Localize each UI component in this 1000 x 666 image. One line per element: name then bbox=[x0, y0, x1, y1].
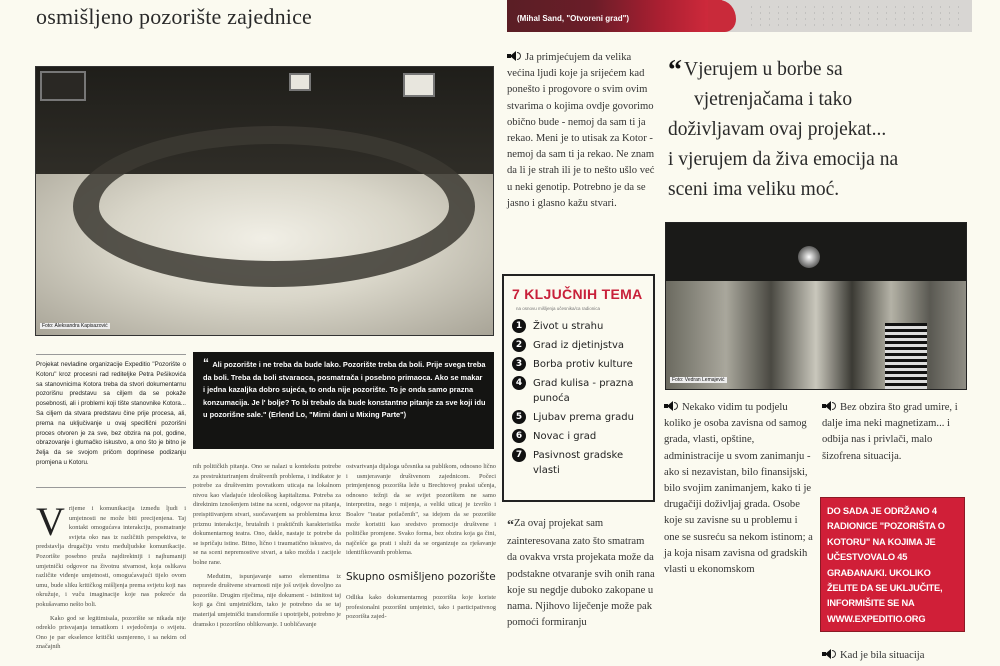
testimonial-text bbox=[664, 400, 814, 578]
quote-mark-icon: “ bbox=[507, 518, 514, 533]
stage-light bbox=[798, 246, 820, 268]
theme-item bbox=[512, 448, 645, 478]
pull-quote-line: vjetrenjačama i tako bbox=[694, 89, 853, 110]
section-subheading: Skupno osmišljeno pozorište bbox=[346, 570, 496, 583]
theme-label: Život u strahu bbox=[533, 321, 604, 332]
speaker-icon bbox=[822, 649, 836, 659]
theme-label: Pasivnost gradske vlasti bbox=[533, 450, 624, 476]
body-paragraph: Međutim, ispunjavanje samo elementima iz nepravde društvene stvarnosti nije još uvijek dovoljno za pozorište. Drugim riječima, nije dokument - istinitost taj koji ga čini umjetničkim, tako je potrebno da se taj materijal umjetnički transformiše i upotrijebi, potrebno je dramsko i pozorišno oblikovanje. I uobličavanje bbox=[193, 572, 341, 628]
article-headline: osmišljeno pozorište zajednice bbox=[36, 4, 313, 29]
black-quote-text: Ali pozorište i ne treba da bude lako. Pozorište treba da boli. Prije svega treba da boli. Treba da boli stvaraoca, posmatrača i posebno primaoca. Ako se makar i jedna kazaljka dobro sujeća, to onda nije pozorište. To je onda samo prazna konzumacija. Je l' bolje? To bi trebalo da bude konstantno pitanje za sve koji idu u pozorišne sale." (Erlend Lo, "Mirni dani u Mixing Parte") bbox=[203, 360, 486, 419]
pull-quote-line: sceni ima veliku moć. bbox=[668, 179, 840, 200]
theme-label: Ljubav prema gradu bbox=[533, 412, 634, 423]
theme-label: Grad iz djetinjstva bbox=[533, 340, 624, 351]
photo-credit: Foto: Vedran Lemajević bbox=[672, 377, 725, 383]
info-box-text: DO SADA JE ODRŽANO 4 RADIONICE "POZORIŠTA O KOTORU" NA KOJIMA JE UČESTVOVALO 45 GRAĐANA/KI. UKOLIKO ŽELITE DA SE UKLJUČITE, INFORMIŠITE SE NA WWW.EXPEDITIO.ORG bbox=[827, 506, 945, 624]
body-column-center bbox=[193, 462, 341, 629]
circle-of-people bbox=[73, 126, 475, 287]
theme-item bbox=[512, 429, 645, 444]
wall-board bbox=[40, 71, 86, 101]
theme-label: Borba protiv kulture bbox=[533, 359, 633, 370]
speaker-icon bbox=[664, 401, 678, 411]
stage-performance-photo bbox=[665, 222, 967, 390]
body-paragraph: nih političkih pitanja. Ono se nalazi u kontekstu potrebe za prestrukturiranjem društvenih problema, i indikator je potrebe za društvenim povratkom uticaja na lokalnom nivou kao vladajuće ideološkog kapitalizma. Potreba za direktnim iznošenjem istine na sceni, odgovor na pitanja, preispitivanjem stvari, suočavanjem sa problemima kroz prizmu interakcije, brutalnih i praktičnih karakteristika dokumentarnog teatra. Ono, dakle, nastaje iz potrebe da se ispričaju istine. Bitno, lično i traumatično iskustvo, da se na sceni nepremostive stvari, a tako možda i zacijele bolne rane. bbox=[193, 463, 341, 566]
quote-mark-icon: “ bbox=[668, 55, 682, 86]
body-paragraph: Odlika kako dokumentarnog pozorišta koje koriste profesionalni pozorišni umjetnici, tako i participativnog pozorišta zajed- bbox=[346, 593, 496, 621]
theme-label: Novac i grad bbox=[533, 431, 597, 442]
quote-mark-icon: “ bbox=[203, 356, 213, 370]
workshop-circle-photo bbox=[35, 66, 494, 336]
speaker-icon bbox=[507, 51, 521, 61]
themes-list bbox=[512, 319, 645, 478]
theme-item bbox=[512, 357, 645, 372]
body-paragraph: Kako god se legitimisala, pozorište se nikada nije odreklo prisvajanja tematikom i svjedočenja o svijetu. Ono je par ekselence kritički usmjereno, i sa nekim od značajnih bbox=[36, 614, 186, 651]
themes-title: 7 KLJUČNIH TEMA bbox=[512, 286, 643, 302]
info-box bbox=[820, 497, 965, 632]
banner-texture bbox=[747, 4, 967, 28]
divider bbox=[36, 487, 186, 488]
number-badge-icon: 5 bbox=[512, 410, 526, 424]
number-badge-icon: 3 bbox=[512, 357, 526, 371]
pull-quote bbox=[668, 55, 968, 205]
testimonial-body: Bez obzira što grad umire, i dalje ima neki magnetizam... i odbija nas i privlači, malo šizofrena situacija. bbox=[822, 402, 958, 462]
key-themes-box bbox=[502, 274, 655, 502]
testimonial-body: Za ovaj projekat sam zainteresovana zato što smatram da ovakva vrsta projekata može da podstakne otvaranje svih onih rana koje su negdje duboko zakopane u nama. Njihovo liječenje može pak pomoći formiranju bbox=[507, 518, 655, 629]
body-paragraph: rijeme i komunikacija između ljudi i umjetnosti ne može biti precijenjena. Taj kontakt omogućava interakciju, posmatranje svijeta oko nas iz različitih perspektiva, te predstavlja drugačiju vrstu međuljudske komunikacije. Pozorište posebno pruža najdirektniji i najhumaniji umjetnički odgovor na životnu stvarnost, koja oslikava različite viđenje umjetnosti, omogućavajući tijelo ovom umu, bude sliku kritičkog mišljenja prema svijetu koji nas okružuje, i vuču imaginacije koje nas pokreće da pokušavamo nešto boli. bbox=[36, 505, 186, 608]
testimonial-text bbox=[507, 50, 655, 212]
theme-item bbox=[512, 376, 645, 406]
number-badge-icon: 1 bbox=[512, 319, 526, 333]
black-quote-box bbox=[193, 352, 494, 449]
body-column-right bbox=[346, 462, 496, 622]
wall-frame bbox=[289, 73, 311, 91]
number-badge-icon: 6 bbox=[512, 429, 526, 443]
photo-credit: Foto: Aleksandra Kapisazović bbox=[42, 323, 108, 329]
pull-quote-line: Vjerujem u borbe sa bbox=[684, 59, 843, 80]
testimonial-text bbox=[507, 516, 655, 631]
drop-cap: V bbox=[36, 499, 65, 544]
testimonial-body: Nekako vidim tu podjelu koliko je osoba zavisna od samog grada, vlasti, opštine, administracije u svom zanimanju - ako si nezavistan, bilo finansijski, bilo svojim zanimanjem, kako ti je drugačiji doživljaj grada. Osobe koje su zavisne su u problemu i one se susreću sa nekom istinom; a ja koja nisam zavisna od gradskih vlasti u ekonomskom bbox=[664, 402, 813, 576]
theme-item bbox=[512, 319, 645, 334]
banner-caption: (Mihal Sand, "Otvoreni grad") bbox=[517, 14, 630, 23]
testimonial-body: Kad je bila situacija bbox=[840, 650, 925, 661]
striped-shirt bbox=[885, 323, 927, 389]
testimonial-body: Ja primjećujem da velika većina ljudi koje ja srijećem kad ponešto i progovore o svim ovim stvarima o kojima ovdje govorimo obično bude - nemoj da sam ti ja rekao. Meni je to utisak za Kotor - nemoj da sam ti ja rekao. Ne znam da li je strah ili je to nešto ušlo već u neki genotip. Potrebno je da se jasno i glasno kažu stvari. bbox=[507, 52, 655, 209]
body-column-left bbox=[36, 499, 186, 652]
pull-quote-line: doživljavam ovaj projekat... bbox=[668, 119, 887, 140]
theme-label: Grad kulisa - prazna punoća bbox=[533, 378, 634, 404]
number-badge-icon: 2 bbox=[512, 338, 526, 352]
testimonial-text bbox=[822, 400, 970, 465]
top-banner-image bbox=[507, 0, 972, 32]
theme-item bbox=[512, 410, 645, 425]
body-paragraph: ostvarivanja dijaloga učesnika sa publikom, odnosno lično i usmjeravanje društvenom zajednicom. Počeci primjenjenog pozorišta leže u Brechtovoj praksi učenja, odnosno težnji da se svijet pozorištem ne samo interpretira, nego i mijenja, a veliki uticaj je izvršio i Boalov "teatar potlačenih", sa idejom da se pozorište može koristiti kao sredstvo promocije društvene i političke promjene. Svako forma, bez obzira koja ga čini, najčešće ga prati i služi da se organizuje za rješavanje identifikovanih problema. bbox=[346, 463, 496, 557]
themes-subtitle: na osnovu mišljenja učesnika/ca radionica bbox=[516, 306, 601, 311]
pull-quote-line: i vjerujem da živa emocija na bbox=[668, 149, 899, 170]
lede-paragraph: Projekat nevladine organizacije Expeditio "Pozorište o Kotoru" kroz procesni rad rediteljke Petra Pešikovića sa stanovnicima Kotora treba da stvori dokumentarnu pozorišnu predstavu sa ciljem da se pokaže posebnosti, ali i problemi koji tište stanovnike Kotora... Sa ciljem da stvara predstavu čine prije procesa, ali, prema na uključivanje u ovaj specifični pozorišni proces otvoren je za sve, bez obzira na pol, godine, obrazovanje i glumačko iskustvo, a ono što je bitno je želja da se svojom pričom doprinese podizanju promjena u Kotoru. bbox=[36, 354, 186, 468]
theme-item bbox=[512, 338, 645, 353]
number-badge-icon: 4 bbox=[512, 376, 526, 390]
testimonial-text bbox=[822, 648, 970, 664]
number-badge-icon: 7 bbox=[512, 448, 526, 462]
wall-frame bbox=[403, 73, 435, 97]
speaker-icon bbox=[822, 401, 836, 411]
